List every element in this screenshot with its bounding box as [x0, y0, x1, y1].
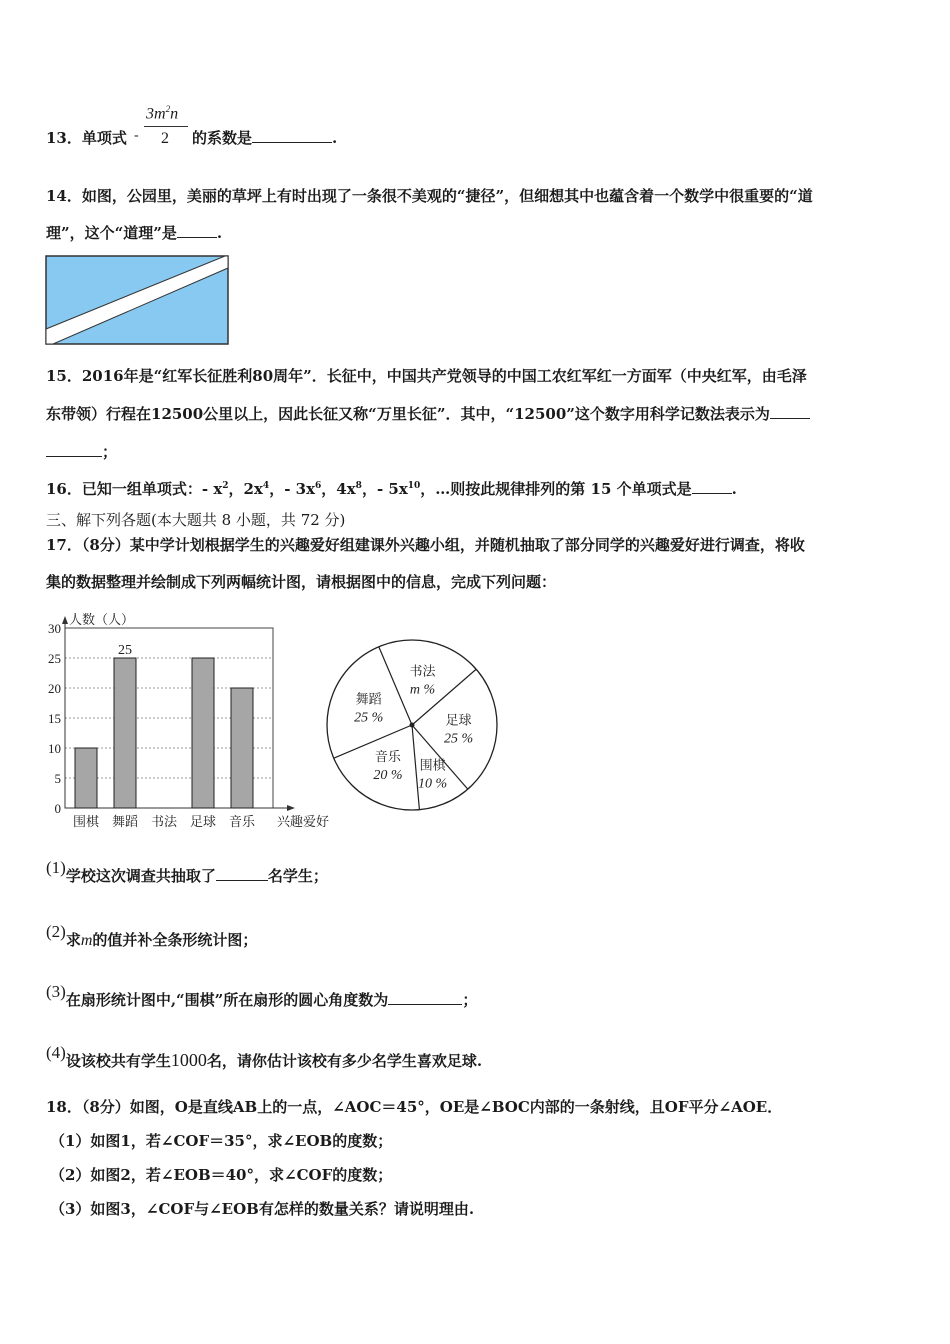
- slice-percent-label: 10 %: [418, 776, 448, 792]
- bar-data-label: 25: [118, 643, 132, 658]
- y-axis-arrow: [62, 616, 68, 624]
- q16-answer-blank[interactable]: [692, 479, 732, 494]
- q13-answer-blank[interactable]: [252, 128, 332, 143]
- x-axis-label: 兴趣爱好: [277, 815, 330, 830]
- slice-percent-label: 25 %: [444, 731, 474, 747]
- lawn-shortcut-figure: [45, 255, 231, 347]
- bar-2: [114, 658, 136, 808]
- y-tick-label: 25: [48, 651, 61, 666]
- slice-percent-label: m %: [409, 682, 436, 698]
- slice-name-label: 足球: [445, 713, 472, 729]
- q15-line1: 15．2016年是“红军长征胜利80周年”．长征中，中国共产党领导的中国工农红军红一方面军（中央红军，由毛泽: [46, 367, 807, 385]
- q17-line1: 17．（8分）某中学计划根据学生的兴趣爱好组建课外兴趣小组，并随机抽取了部分同学的兴趣爱好进行调查，将收: [46, 536, 805, 554]
- q13-fraction-bar: [144, 126, 188, 127]
- q17-sub1-blank[interactable]: [216, 866, 268, 881]
- q13-fraction-numerator: $3m^2n$: [146, 104, 179, 123]
- q13-fraction-denominator: 2: [161, 130, 169, 147]
- q14-line2: 理”，这个“道理”是 .: [46, 224, 223, 242]
- x-category-label: 舞蹈: [111, 815, 139, 830]
- q13-number: 13．单项式: [46, 129, 127, 147]
- q18-line1: 18．（8分）如图，O是直线AB上的一点，∠AOC＝45°，OE是∠BOC内部的一条射线，且OF平分∠AOE．: [46, 1098, 783, 1116]
- bar-5: [231, 688, 253, 808]
- q17-line2: 集的数据整理并绘制成下列两幅统计图，请根据图中的信息，完成下列问题：: [46, 573, 557, 591]
- y-tick-label: 0: [54, 801, 61, 816]
- q15-answer-blank-a[interactable]: [770, 404, 810, 419]
- q15-line3: ；: [46, 442, 117, 462]
- q17-sub4: (4)设该校共有学生1000名，请你估计该校有多少名学生喜欢足球.: [46, 1043, 483, 1070]
- y-tick-label: 20: [48, 681, 61, 696]
- q15-answer-blank-b[interactable]: [46, 442, 102, 457]
- q13-tail: 的系数是 .: [192, 129, 338, 147]
- q17-sub2: (2)求m的值并补全条形统计图；: [46, 922, 258, 949]
- slice-name-label: 围棋: [419, 758, 446, 774]
- question-13: [46, 128, 127, 148]
- pie-chart: [318, 636, 508, 816]
- bar-1: [75, 748, 97, 808]
- q13-minus: -: [134, 128, 139, 143]
- q18-line2: （1）如图1，若∠COF＝35°，求∠EOB的度数；: [50, 1132, 393, 1150]
- q17-sub3-blank[interactable]: [388, 990, 462, 1005]
- y-tick-label: 5: [54, 771, 61, 786]
- bar-4: [192, 658, 214, 808]
- q14-answer-blank[interactable]: [177, 223, 217, 238]
- q15-line2: 东带领）行程在12500公里以上，因此长征又称“万里长征”．其中，“12500”这个数字用科学记数法表示为: [46, 404, 810, 424]
- slice-name-label: 音乐: [374, 750, 401, 766]
- slice-name-label: 舞蹈: [355, 692, 382, 708]
- q17-sub1: (1)学校这次调查共抽取了 名学生；: [46, 858, 328, 885]
- x-category-label: 围棋: [72, 815, 100, 830]
- y-tick-label: 15: [48, 711, 61, 726]
- pie-center: [410, 723, 415, 728]
- question-16: 16．已知一组单项式：- $x^2$，$2x^4$，- $3x^6$，$4x^8$，- $5x^{10}$，…则按此规律排列的第 15 个单项式是 .: [46, 480, 737, 498]
- y-axis-label: 人数（人）: [69, 613, 135, 628]
- slice-percent-label: 20 %: [373, 768, 403, 784]
- section-heading: 三、解下列各题(本大题共 8 小题，共 72 分): [46, 511, 346, 529]
- x-category-label: 足球: [189, 815, 217, 830]
- slice-percent-label: 25 %: [354, 710, 384, 726]
- q14-line1: 14．如图，公园里，美丽的草坪上有时出现了一条很不美观的“捷径”，但细想其中也蕴含着一个数学中很重要的“道: [46, 187, 813, 205]
- x-axis-arrow: [287, 805, 295, 811]
- x-category-label: 书法: [150, 815, 178, 830]
- bar-chart: [38, 598, 342, 834]
- q18-line3: （2）如图2，若∠EOB＝40°，求∠COF的度数；: [50, 1166, 393, 1184]
- x-category-label: 音乐: [228, 815, 256, 830]
- y-tick-label: 30: [48, 621, 61, 636]
- q17-sub3: (3)在扇形统计图中,“围棋”所在扇形的圆心角度数为 ；: [46, 982, 478, 1009]
- q18-line4: （3）如图3，∠COF与∠EOB有怎样的数量关系？请说明理由.: [50, 1200, 475, 1218]
- slice-name-label: 书法: [409, 664, 436, 680]
- y-tick-label: 10: [48, 741, 61, 756]
